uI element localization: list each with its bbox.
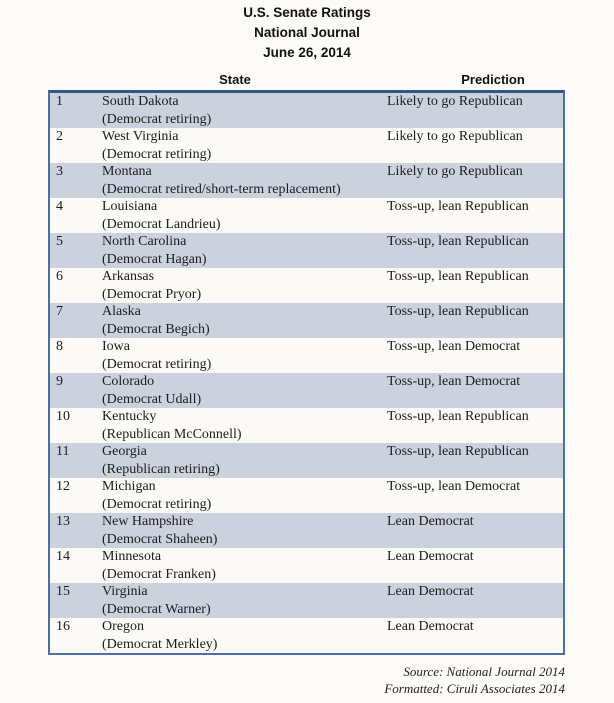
row-rank: 10 <box>56 409 70 424</box>
row-state-cell <box>102 338 387 373</box>
report-subtitle: National Journal <box>254 25 360 40</box>
row-state-cell <box>102 233 387 268</box>
report-title: U.S. Senate Ratings <box>243 5 371 20</box>
prediction-text: Toss-up, lean Republican <box>387 444 529 459</box>
state-name: Virginia <box>102 584 148 599</box>
state-name: Arkansas <box>102 269 155 284</box>
column-header-state: State <box>219 72 251 87</box>
row-state-cell <box>102 373 387 408</box>
report-title-block <box>0 0 614 63</box>
table-row <box>50 268 563 303</box>
incumbent-note: (Democrat Begich) <box>102 321 210 337</box>
source-credit: Source: National Journal 2014 <box>403 664 565 679</box>
row-state-cell <box>102 443 387 478</box>
table-row <box>50 583 563 618</box>
state-name: New Hampshire <box>102 514 194 529</box>
state-name: Louisiana <box>102 199 158 214</box>
row-state-cell <box>102 268 387 303</box>
row-state-cell <box>102 163 387 198</box>
row-state-cell <box>102 513 387 548</box>
state-name: Georgia <box>102 444 147 459</box>
prediction-text: Toss-up, lean Republican <box>387 199 529 214</box>
prediction-text: Toss-up, lean Democrat <box>387 479 521 494</box>
column-header-prediction: Prediction <box>461 72 525 87</box>
row-rank: 7 <box>56 304 63 319</box>
row-state-cell <box>102 128 387 163</box>
state-name: Minnesota <box>102 549 162 564</box>
incumbent-note: (Republican retiring) <box>102 461 220 477</box>
row-rank: 3 <box>56 164 63 179</box>
row-rank: 2 <box>56 129 63 144</box>
row-rank: 4 <box>56 199 63 214</box>
row-rank: 13 <box>56 514 70 529</box>
table-row <box>50 548 563 583</box>
row-state-cell <box>102 478 387 513</box>
formatted-credit: Formatted: Ciruli Associates 2014 <box>384 680 565 696</box>
table-row <box>50 373 563 408</box>
incumbent-note: (Democrat retiring) <box>102 146 212 162</box>
incumbent-note: (Democrat retiring) <box>102 111 212 127</box>
incumbent-note: (Democrat retiring) <box>102 356 212 372</box>
row-state-cell <box>102 408 387 443</box>
table-row <box>50 198 563 233</box>
row-state-cell <box>102 618 387 653</box>
row-rank: 1 <box>56 94 63 109</box>
incumbent-note: (Democrat Warner) <box>102 601 211 617</box>
prediction-text: Toss-up, lean Republican <box>387 234 529 249</box>
state-name: Kentucky <box>102 409 157 424</box>
prediction-text: Toss-up, lean Democrat <box>387 374 521 389</box>
report-date: June 26, 2014 <box>263 45 351 60</box>
state-name: Colorado <box>102 374 155 389</box>
row-rank: 8 <box>56 339 63 354</box>
incumbent-note: (Democrat retiring) <box>102 496 212 512</box>
row-state-cell <box>102 583 387 618</box>
prediction-text: Toss-up, lean Republican <box>387 269 529 284</box>
table-column-headers <box>48 72 565 89</box>
incumbent-note: (Republican McConnell) <box>102 426 242 442</box>
prediction-text: Lean Democrat <box>387 514 474 529</box>
incumbent-note: (Democrat Landrieu) <box>102 216 221 232</box>
incumbent-note: (Democrat retired/short-term replacement) <box>102 181 341 197</box>
table-row <box>50 93 563 128</box>
table-row <box>50 163 563 198</box>
prediction-text: Likely to go Republican <box>387 94 523 109</box>
state-name: Montana <box>102 164 152 179</box>
state-name: Alaska <box>102 304 141 319</box>
incumbent-note: (Democrat Franken) <box>102 566 216 582</box>
prediction-text: Likely to go Republican <box>387 129 523 144</box>
table-row <box>50 303 563 338</box>
state-name: North Carolina <box>102 234 187 249</box>
incumbent-note: (Democrat Merkley) <box>102 636 218 652</box>
row-rank: 6 <box>56 269 63 284</box>
prediction-text: Toss-up, lean Republican <box>387 304 529 319</box>
state-name: South Dakota <box>102 94 179 109</box>
prediction-text: Toss-up, lean Democrat <box>387 339 521 354</box>
table-row <box>50 233 563 268</box>
row-rank: 5 <box>56 234 63 249</box>
state-name: West Virginia <box>102 129 179 144</box>
prediction-text: Lean Democrat <box>387 584 474 599</box>
prediction-text: Lean Democrat <box>387 619 474 634</box>
row-rank: 12 <box>56 479 70 494</box>
table-row <box>50 618 563 653</box>
row-rank: 16 <box>56 619 70 634</box>
table-row <box>50 338 563 373</box>
row-state-cell <box>102 303 387 338</box>
row-rank: 14 <box>56 549 70 564</box>
prediction-text: Lean Democrat <box>387 549 474 564</box>
prediction-text: Toss-up, lean Republican <box>387 409 529 424</box>
incumbent-note: (Democrat Hagan) <box>102 251 207 267</box>
row-rank: 11 <box>56 444 70 459</box>
row-state-cell <box>102 93 387 128</box>
state-name: Iowa <box>102 339 130 354</box>
source-footer <box>384 664 565 697</box>
incumbent-note: (Democrat Udall) <box>102 391 202 407</box>
table-row <box>50 443 563 478</box>
row-rank: 15 <box>56 584 70 599</box>
senate-ratings-table <box>48 90 565 655</box>
table-row <box>50 128 563 163</box>
table-row <box>50 478 563 513</box>
prediction-text: Likely to go Republican <box>387 164 523 179</box>
row-rank: 9 <box>56 374 63 389</box>
incumbent-note: (Democrat Shaheen) <box>102 531 218 547</box>
row-state-cell <box>102 548 387 583</box>
table-row <box>50 408 563 443</box>
incumbent-note: (Democrat Pryor) <box>102 286 202 302</box>
table-row <box>50 513 563 548</box>
state-name: Oregon <box>102 619 144 634</box>
row-state-cell <box>102 198 387 233</box>
state-name: Michigan <box>102 479 156 494</box>
